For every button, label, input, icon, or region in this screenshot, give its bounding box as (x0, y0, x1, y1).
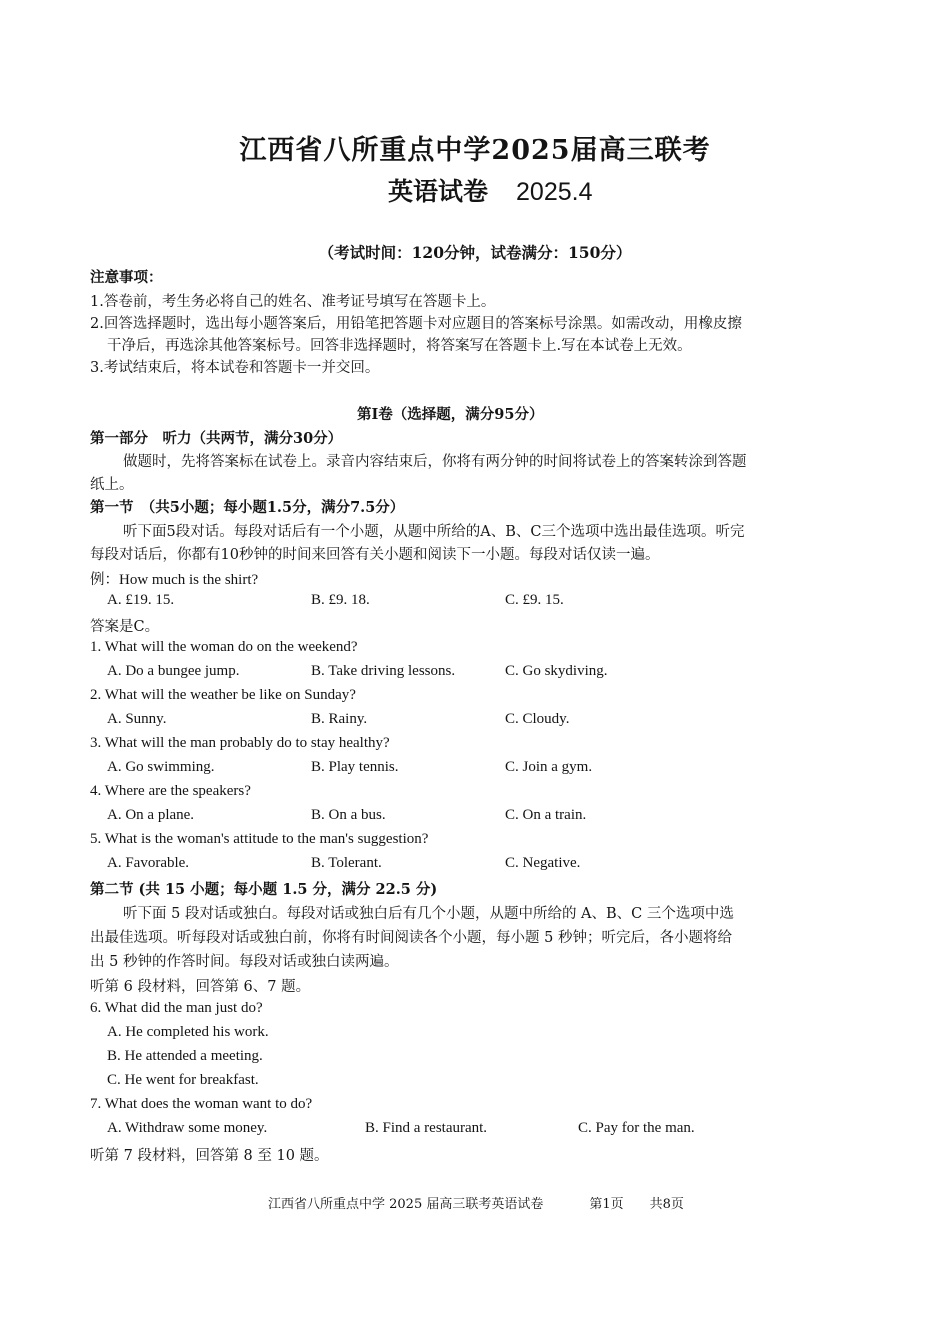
q5-option-a: A. Favorable. (107, 855, 190, 871)
q1-option-b: B. Take driving lessons. (311, 663, 456, 679)
exam-title: 江西省八所重点中学2025届高三联考 (239, 135, 711, 166)
q6-option-b: B. He attended a meeting. (107, 1048, 263, 1064)
exam-info: （考试时间：120分钟，试卷满分：150分） (318, 243, 632, 262)
example-question-text: How much is the shirt? (119, 572, 259, 588)
section2-instructions: 听下面 5 段对话或独白。每段对话或独白后有几个小题，从题中所给的 A、B、C 三个选项中选 (123, 906, 734, 922)
page-total: 共8页 (649, 1197, 684, 1212)
section2-instructions-cont: 出最佳选项。听每段对话或独白前，你将有时间阅读各个小题，每小题 5 秒钟；听完后，各小题将给 (90, 930, 732, 946)
section1-instructions-cont: 每段对话后，你都有10秒钟的时间来回答有关小题和阅读下一小题。每段对话仅读一遍。 (90, 547, 660, 563)
q5-option-c: C. Negative. (505, 855, 581, 871)
q3-option-c: C. Join a gym. (505, 759, 593, 775)
q7-option-c: C. Pay for the man. (578, 1120, 695, 1136)
note-item-3: 3.考试结束后，将本试卷和答题卡一并交回。 (90, 360, 380, 376)
example-label: 例： (90, 572, 119, 588)
q4-option-b: B. On a bus. (311, 807, 386, 823)
question-4: 4. Where are the speakers? (90, 783, 251, 799)
q7-option-a: A. Withdraw some money. (107, 1120, 268, 1136)
q3-option-a: A. Go swimming. (107, 759, 215, 775)
question-5: 5. What is the woman's attitude to the man's suggestion? (90, 831, 429, 847)
q2-option-a: A. Sunny. (107, 711, 167, 727)
section2-heading: 第二节 (共 15 小题；每小题 1.5 分，满分 22.5 分) (90, 881, 438, 898)
section1-instructions: 听下面5段对话。每段对话后有一个小题，从题中所给的A、B、C三个选项中选出最佳选项。听完 (123, 524, 745, 540)
example-question (90, 568, 258, 589)
note-item-2: 2.回答选择题时，选出每小题答案后，用铅笔把答题卡对应题目的答案标号涂黑。如需改动，用橡皮擦 (90, 316, 742, 332)
page-footer (268, 1193, 684, 1212)
example-answer: 答案是C。 (90, 619, 160, 635)
listen-instruction-6: 听第 6 段材料，回答第 6、7 题。 (90, 979, 311, 995)
q2-option-c: C. Cloudy. (505, 711, 570, 727)
q4-option-c: C. On a train. (505, 807, 587, 823)
example-option-c: C. £9. 15. (505, 592, 564, 608)
question-6: 6. What did the man just do? (90, 1000, 263, 1016)
question-7: 7. What does the woman want to do? (90, 1096, 313, 1112)
q7-option-b: B. Find a restaurant. (365, 1120, 488, 1136)
volume-heading: 第Ⅰ卷（选择题，满分95分） (357, 406, 544, 423)
exam-subtitle (388, 172, 592, 208)
q2-option-b: B. Rainy. (311, 711, 368, 727)
example-option-a: A. £19. 15. (107, 592, 175, 608)
q4-option-a: A. On a plane. (107, 807, 195, 823)
note-item-2-cont: 干净后，再选涂其他答案标号。回答非选择题时，将答案写在答题卡上.写在本试卷上无效。 (107, 338, 692, 354)
q5-option-b: B. Tolerant. (311, 855, 382, 871)
notes-heading: 注意事项： (90, 269, 163, 286)
q1-option-a: A. Do a bungee jump. (107, 663, 240, 679)
listen-instruction-7: 听第 7 段材料，回答第 8 至 10 题。 (90, 1148, 329, 1164)
q1-option-c: C. Go skydiving. (505, 663, 608, 679)
part1-intro-cont: 纸上。 (90, 477, 134, 493)
question-3: 3. What will the man probably do to stay healthy? (90, 735, 390, 751)
part1-intro: 做题时，先将答案标在试卷上。录音内容结束后，你将有两分钟的时间将试卷上的答案转涂到答题 (123, 454, 747, 470)
section2-instructions-end: 出 5 秒钟的作答时间。每段对话或独白读两遍。 (90, 954, 399, 970)
q6-option-c: C. He went for breakfast. (107, 1072, 259, 1088)
footer-title: 江西省八所重点中学 2025 届高三联考英语试卷 (268, 1197, 544, 1212)
part1-heading: 第一部分 听力（共两节，满分30分） (90, 430, 343, 447)
note-item-1: 1.答卷前，考生务必将自己的姓名、准考证号填写在答题卡上。 (90, 294, 496, 310)
q6-option-a: A. He completed his work. (107, 1024, 269, 1040)
page-number: 第1页 (589, 1197, 624, 1212)
subject-name: 英语试卷 (388, 177, 489, 206)
question-2: 2. What will the weather be like on Sunday? (90, 687, 356, 703)
question-1: 1. What will the woman do on the weekend? (90, 639, 358, 655)
q3-option-b: B. Play tennis. (311, 759, 399, 775)
section1-heading: 第一节 （共5小题；每小题1.5分，满分7.5分） (90, 499, 405, 516)
exam-date: 2025.4 (516, 178, 593, 206)
example-option-b: B. £9. 18. (311, 592, 370, 608)
